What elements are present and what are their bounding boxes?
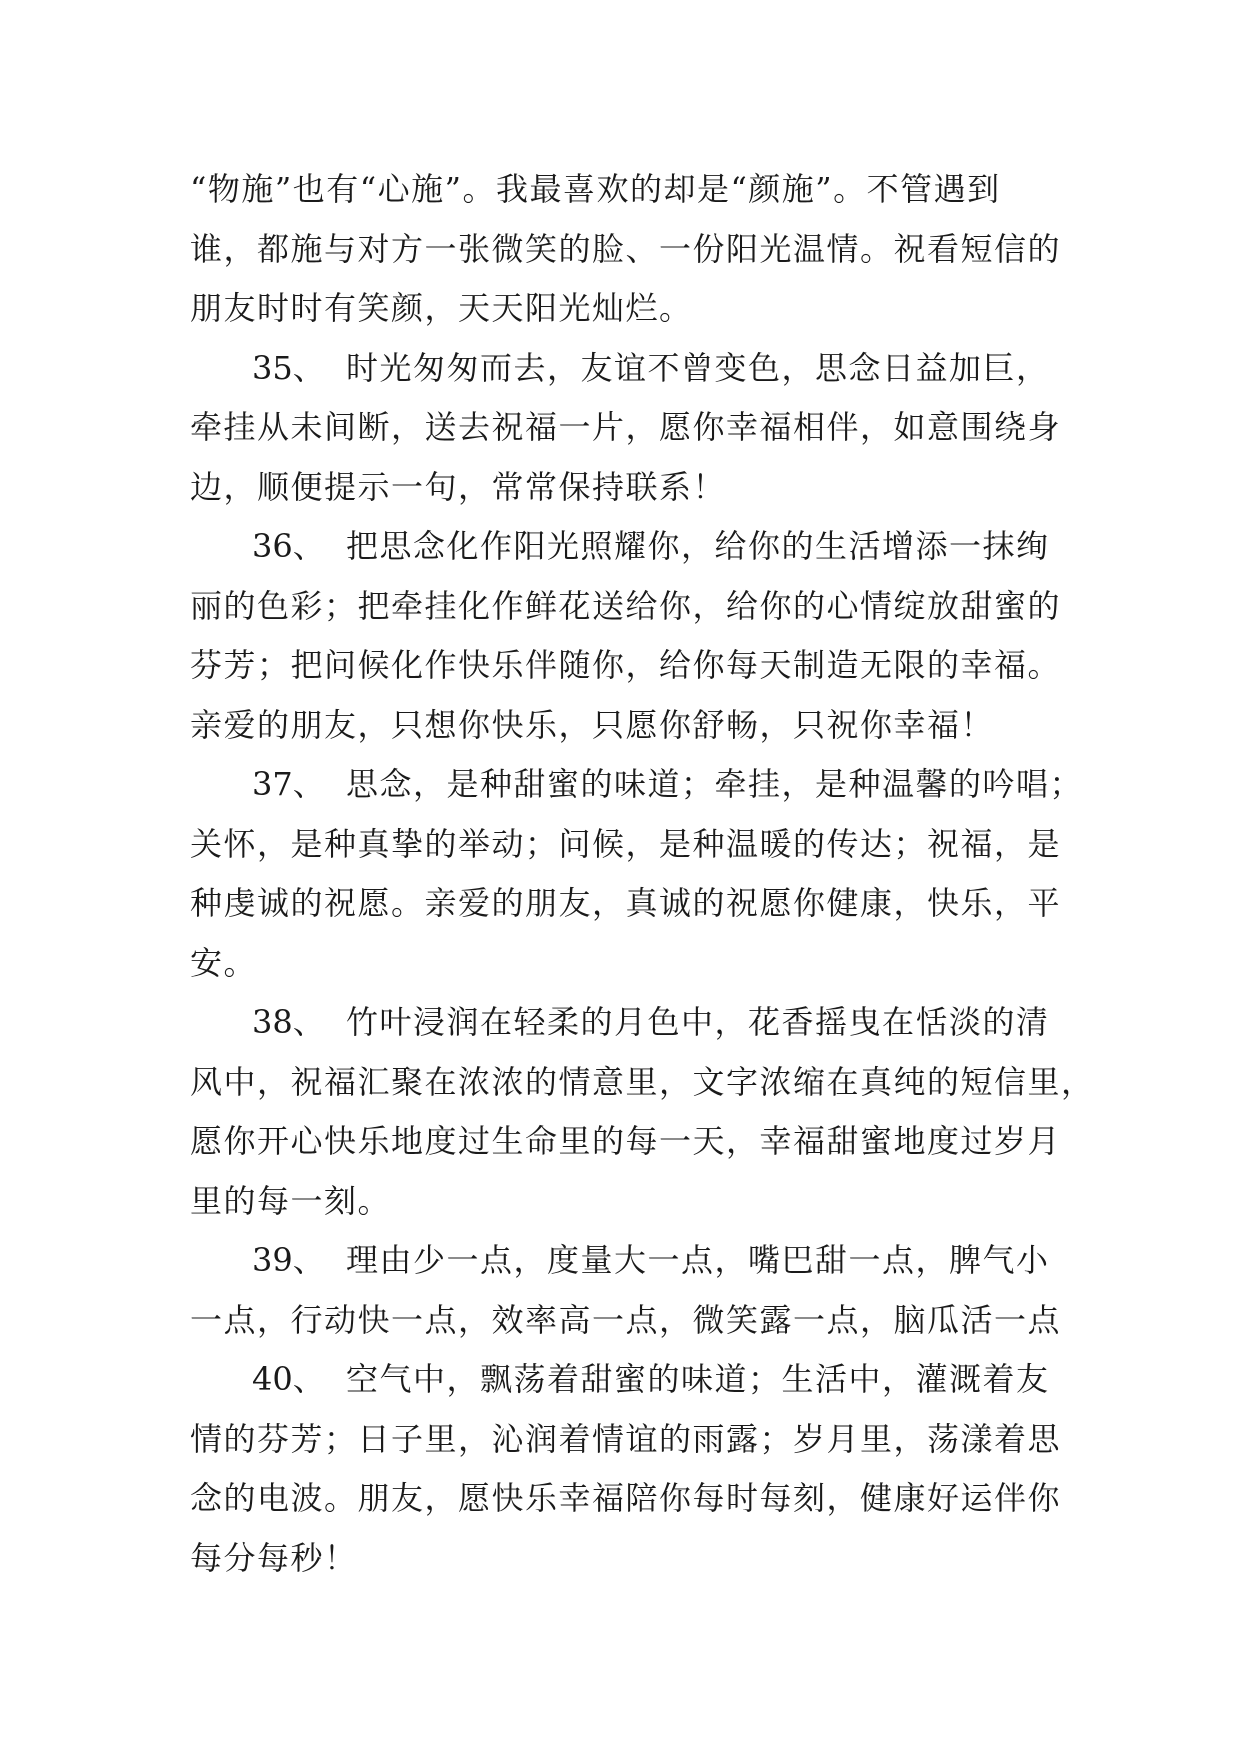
text-line: 每分每秒！ xyxy=(190,1538,358,1577)
paragraph-36 xyxy=(190,517,1070,755)
item-number: 36、 xyxy=(252,527,325,565)
paragraph-37 xyxy=(190,755,1084,993)
text-line: 空气中，飘荡着甜蜜的味道；生活中，灌溉着友 xyxy=(346,1360,1050,1398)
text-line: 一点，行动快一点，效率高一点，微笑露一点，脑瓜活一点 xyxy=(190,1300,1062,1339)
text-line: 牵挂从未间断，送去祝福一片，愿你幸福相伴，如意围绕身 xyxy=(190,408,1062,446)
text-line: 思念，是种甜蜜的味道；牵挂，是种温馨的吟唱； xyxy=(346,765,1084,803)
item-number: 37、 xyxy=(252,765,325,803)
item-number: 40、 xyxy=(252,1360,325,1398)
text-line: 边，顺便提示一句，常常保持联系！ xyxy=(190,467,727,506)
paragraph-39 xyxy=(190,1231,1070,1350)
document-body xyxy=(190,160,1095,1588)
text-line: 竹叶浸润在轻柔的月色中，花香摇曳在恬淡的清 xyxy=(346,1003,1050,1041)
paragraph-continued xyxy=(190,160,1070,339)
text-line: 情的芬芳；日子里，沁润着情谊的雨露；岁月里，荡漾着思 xyxy=(190,1419,1062,1458)
paragraph-35 xyxy=(190,339,1070,518)
item-number: 39、 xyxy=(252,1241,325,1279)
text-line: 亲爱的朋友，只想你快乐，只愿你舒畅，只祝你幸福！ xyxy=(190,705,995,744)
text-line: 关怀，是种真挚的举动；问候，是种温暖的传达；祝福，是 xyxy=(190,824,1062,863)
text-line: 朋友时时有笑颜，天天阳光灿烂。 xyxy=(190,289,693,327)
item-number: 38、 xyxy=(252,1003,325,1041)
text-line: 里的每一刻。 xyxy=(190,1181,392,1220)
text-line: 丽的色彩；把牵挂化作鲜花送给你，给你的心情绽放甜蜜的 xyxy=(190,586,1062,625)
paragraph-38 xyxy=(190,993,1095,1231)
text-line: 愿你开心快乐地度过生命里的每一天，幸福甜蜜地度过岁月 xyxy=(190,1122,1062,1160)
text-line: 种虔诚的祝愿。亲爱的朋友，真诚的祝愿你健康，快乐，平 xyxy=(190,884,1062,922)
text-line: 把思念化作阳光照耀你，给你的生活增添一抹绚 xyxy=(346,527,1050,565)
text-line: “物施”也有“心施”。我最喜欢的却是“颜施”。不管遇到 xyxy=(190,170,1001,208)
text-line: 时光匆匆而去，友谊不曾变色，思念日益加巨， xyxy=(346,348,1050,387)
text-line: 谁，都施与对方一张微笑的脸、一份阳光温情。祝看短信的 xyxy=(190,229,1062,268)
text-line: 理由少一点，度量大一点，嘴巴甜一点，脾气小 xyxy=(346,1241,1050,1279)
text-line: 念的电波。朋友，愿快乐幸福陪你每时每刻，健康好运伴你 xyxy=(190,1479,1062,1517)
item-number: 35、 xyxy=(252,348,325,387)
text-line: 风中，祝福汇聚在浓浓的情意里，文字浓缩在真纯的短信里， xyxy=(190,1062,1095,1101)
text-line: 芬芳；把问候化作快乐伴随你，给你每天制造无限的幸福。 xyxy=(190,646,1062,684)
paragraph-40 xyxy=(190,1350,1070,1588)
text-line: 安。 xyxy=(190,943,258,982)
